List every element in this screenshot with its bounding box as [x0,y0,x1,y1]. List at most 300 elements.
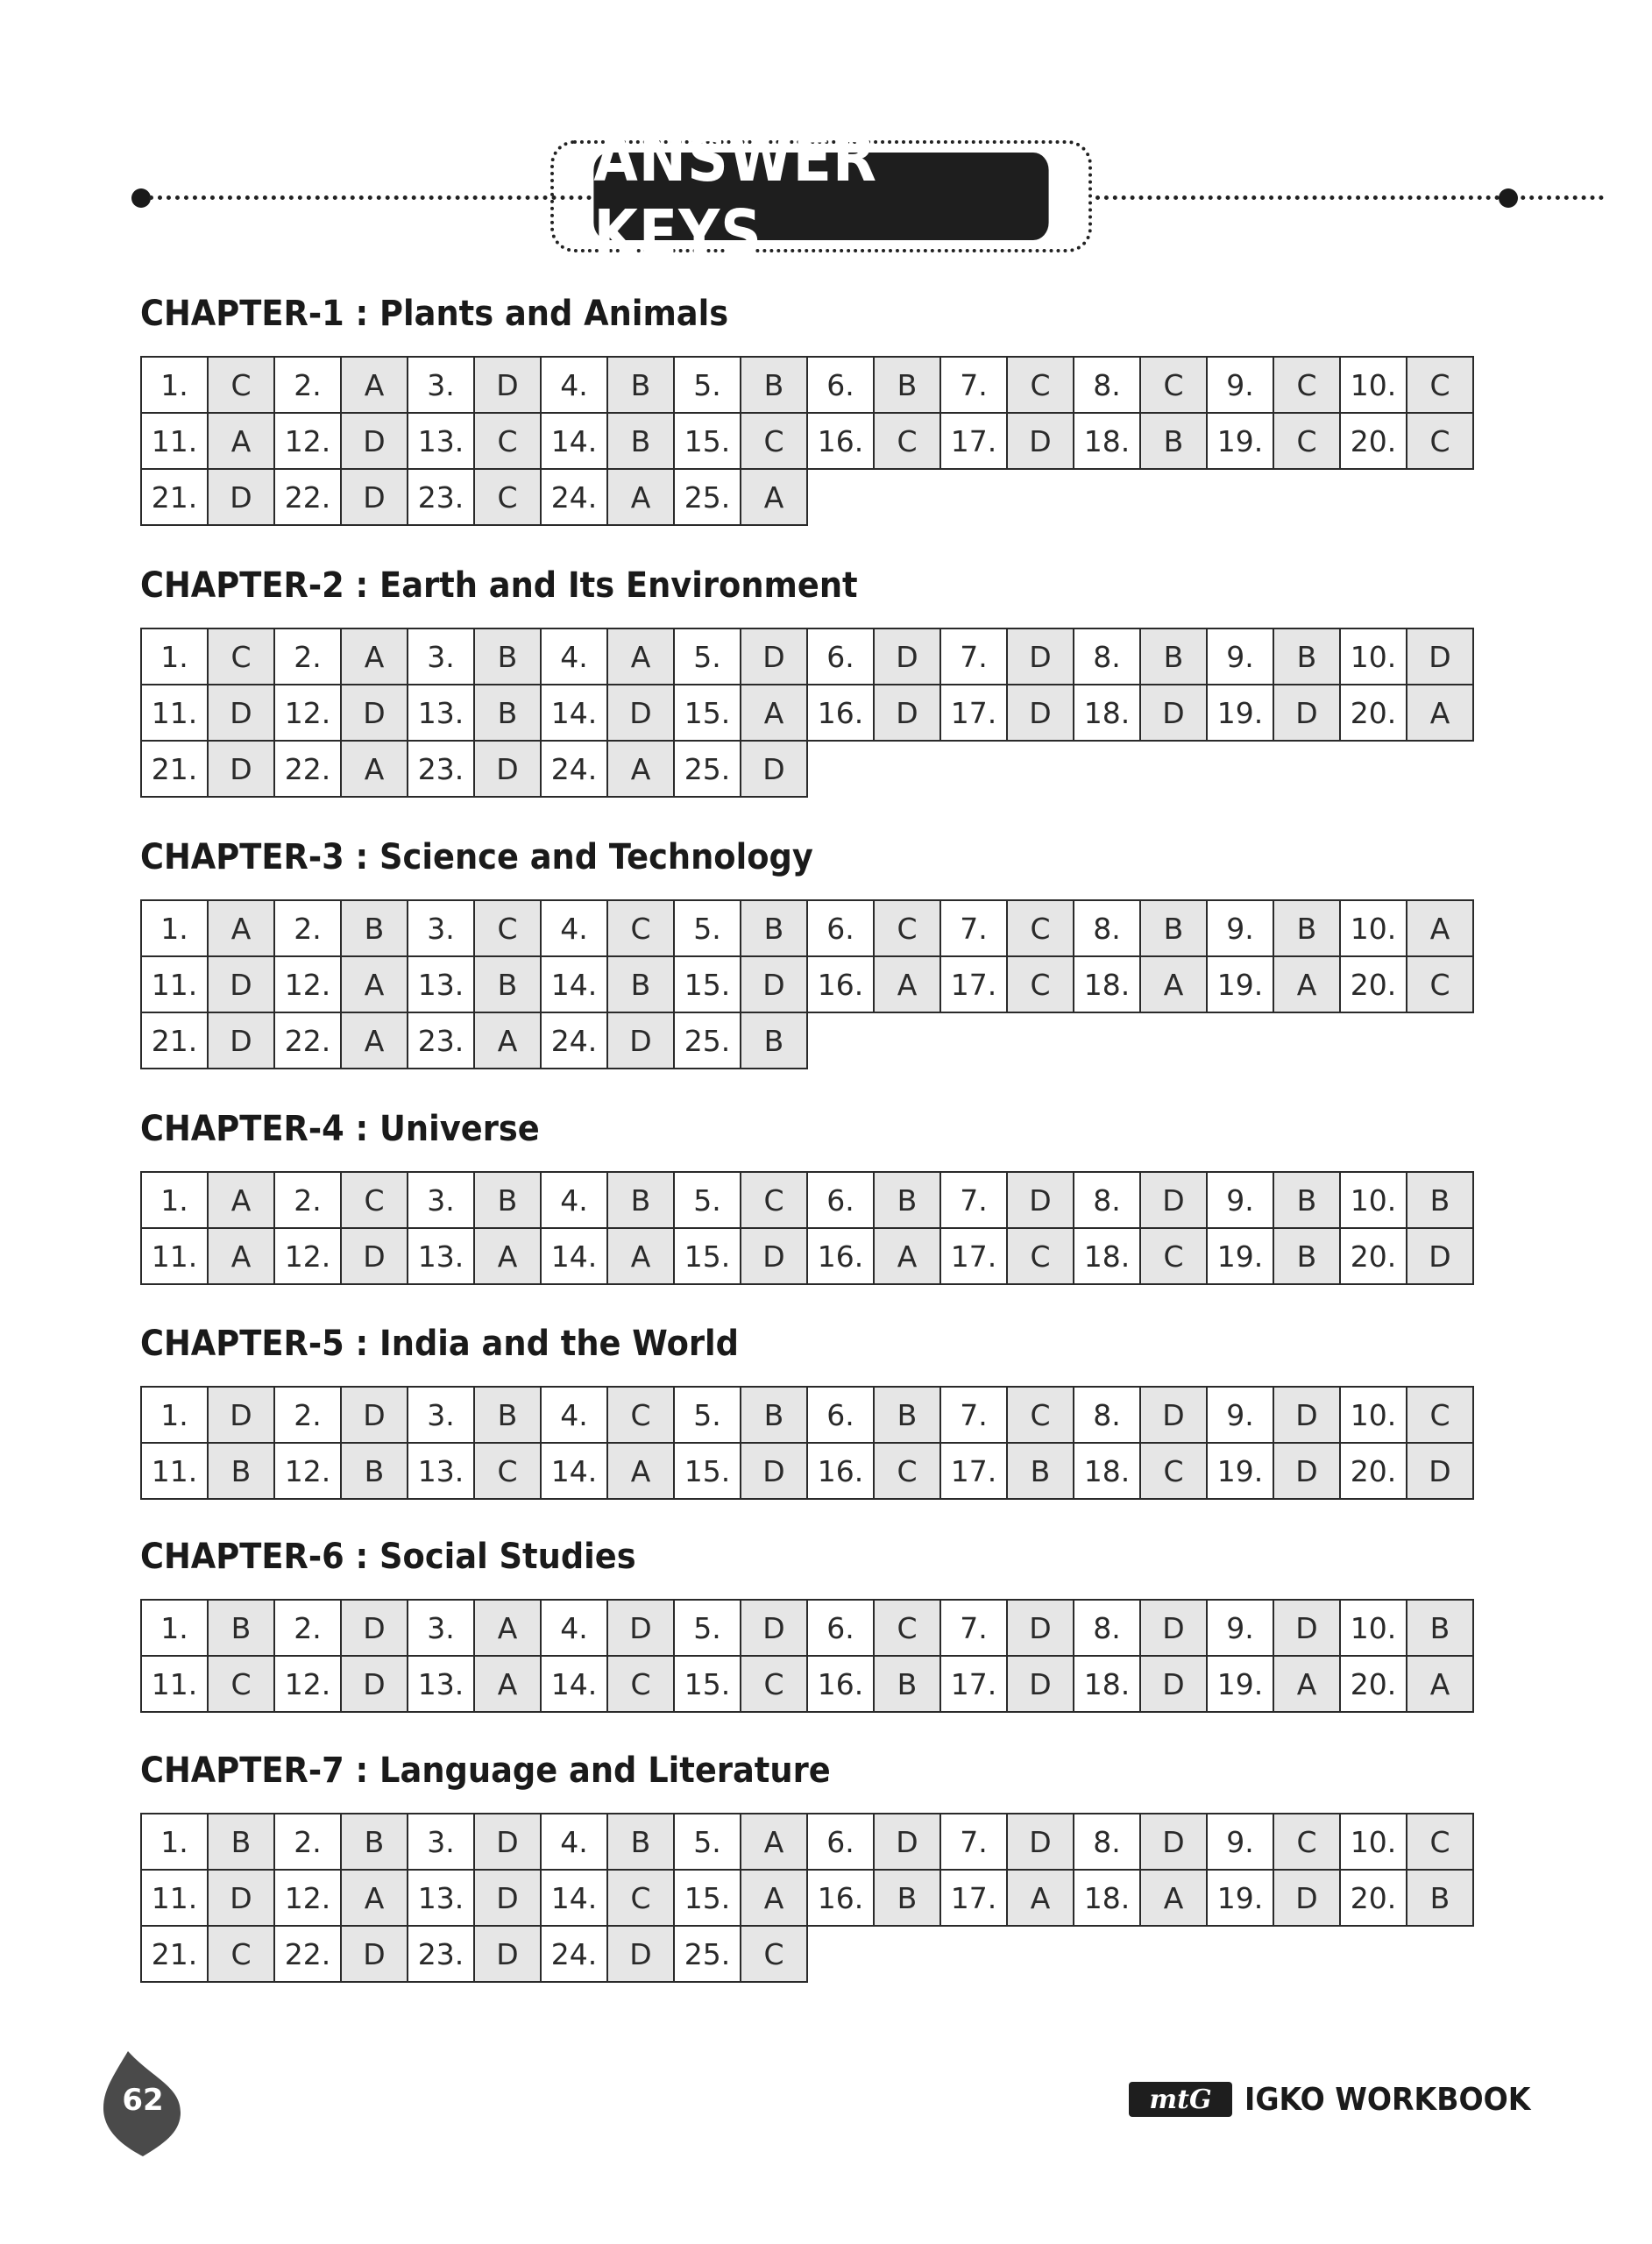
question-number: 20. [1340,1870,1407,1926]
empty-cell [807,469,874,525]
question-number: 12. [274,685,341,741]
answer-keys-header [131,121,1521,272]
question-number: 12. [274,413,341,469]
empty-cell [807,1926,874,1982]
answer-cell: A [341,357,408,413]
answer-cell: A [341,628,408,685]
question-number: 12. [274,1228,341,1284]
answer-cell: C [741,1926,807,1982]
answer-cell: B [607,1172,674,1228]
question-number: 18. [1074,1656,1140,1712]
chapter-title: CHAPTER-6 : Social Studies [140,1537,636,1577]
question-number: 9. [1207,900,1273,956]
answer-cell: D [341,469,408,525]
answer-cell: B [474,1172,541,1228]
answer-cell: D [1140,1387,1207,1443]
answer-cell: B [474,1387,541,1443]
chapter-title: CHAPTER-2 : Earth and Its Environment [140,565,858,606]
answer-cell: D [741,628,807,685]
empty-cell [874,1012,940,1069]
answer-table [140,356,1474,526]
answer-cell: B [1407,1172,1473,1228]
table-row [141,1926,1473,1982]
answer-cell: D [1007,1814,1074,1870]
answer-cell: A [208,413,274,469]
question-number: 1. [141,1387,208,1443]
question-number: 3. [408,628,474,685]
question-number: 10. [1340,1814,1407,1870]
table-row [141,469,1473,525]
answer-cell: A [607,1228,674,1284]
question-number: 23. [408,469,474,525]
header-right-dot [1499,188,1518,208]
answer-cell: D [1007,685,1074,741]
mtg-logo: mtG [1129,2082,1232,2117]
answer-cell: B [741,357,807,413]
question-number: 8. [1074,1387,1140,1443]
answer-cell: D [1407,628,1473,685]
answer-cell: C [474,469,541,525]
chapter-section [140,1104,1474,1285]
question-number: 15. [674,685,741,741]
empty-cell [1340,469,1407,525]
answer-cell: B [1273,1172,1340,1228]
question-number: 11. [141,1870,208,1926]
empty-cell [1407,1012,1473,1069]
chapter-title: CHAPTER-1 : Plants and Animals [140,294,729,334]
answer-cell: D [1273,685,1340,741]
answer-cell: B [874,1387,940,1443]
question-number: 19. [1207,1228,1273,1284]
question-number: 9. [1207,1814,1273,1870]
question-number: 2. [274,900,341,956]
answer-cell: D [741,1228,807,1284]
question-number: 7. [940,1814,1007,1870]
question-number: 7. [940,1172,1007,1228]
answer-cell: A [474,1600,541,1656]
empty-cell [1273,1012,1340,1069]
header-right-dotted-line [1095,195,1604,200]
question-number: 11. [141,956,208,1012]
answer-cell: A [1273,956,1340,1012]
answer-cell: D [208,685,274,741]
question-number: 6. [807,1600,874,1656]
answer-cell: B [474,628,541,685]
question-number: 1. [141,1814,208,1870]
answer-cell: D [1273,1600,1340,1656]
question-number: 2. [274,1814,341,1870]
answer-cell: D [341,413,408,469]
answer-cell: D [208,1012,274,1069]
answer-cell: C [474,413,541,469]
answer-cell: B [208,1443,274,1499]
page-number: 62 [122,2083,164,2118]
answer-cell: C [474,900,541,956]
answer-cell: D [741,1600,807,1656]
answer-cell: A [741,1870,807,1926]
table-row [141,1814,1473,1870]
answer-cell: C [1140,1228,1207,1284]
answer-cell: C [741,1172,807,1228]
question-number: 15. [674,1656,741,1712]
answer-cell: D [474,1926,541,1982]
answer-cell: C [474,1443,541,1499]
question-number: 17. [940,1656,1007,1712]
page-title: ANSWER KEYS [593,153,1048,240]
answer-cell: B [341,900,408,956]
question-number: 16. [807,413,874,469]
answer-cell: D [341,685,408,741]
question-number: 6. [807,1172,874,1228]
table-row [141,1387,1473,1443]
table-row [141,1870,1473,1926]
question-number: 24. [541,1012,607,1069]
question-number: 12. [274,1443,341,1499]
answer-cell: A [474,1656,541,1712]
question-number: 17. [940,956,1007,1012]
answer-cell: D [1007,413,1074,469]
answer-cell: C [1007,900,1074,956]
empty-cell [1207,1012,1273,1069]
answer-cell: B [607,357,674,413]
answer-cell: D [741,956,807,1012]
answer-cell: B [607,956,674,1012]
question-number: 16. [807,1228,874,1284]
question-number: 9. [1207,357,1273,413]
page-number-badge [103,2051,182,2156]
answer-table [140,1386,1474,1500]
answer-cell: C [208,1656,274,1712]
question-number: 9. [1207,1172,1273,1228]
question-number: 7. [940,628,1007,685]
question-number: 22. [274,741,341,797]
answer-cell: B [341,1814,408,1870]
answer-cell: C [208,357,274,413]
question-number: 3. [408,1172,474,1228]
answer-cell: B [1407,1600,1473,1656]
table-row [141,1443,1473,1499]
question-number: 5. [674,900,741,956]
table-row [141,956,1473,1012]
chapter-section [140,1319,1474,1500]
question-number: 15. [674,413,741,469]
question-number: 19. [1207,1870,1273,1926]
empty-cell [1007,741,1074,797]
question-number: 20. [1340,413,1407,469]
answer-cell: A [874,956,940,1012]
title-frame [550,121,1092,272]
answer-cell: D [208,1870,274,1926]
question-number: 8. [1074,1600,1140,1656]
question-number: 16. [807,956,874,1012]
question-number: 9. [1207,628,1273,685]
answer-cell: A [1007,1870,1074,1926]
question-number: 11. [141,1443,208,1499]
table-row [141,685,1473,741]
question-number: 21. [141,1012,208,1069]
answer-cell: C [607,1870,674,1926]
empty-cell [1340,1926,1407,1982]
answer-cell: B [1007,1443,1074,1499]
answer-cell: A [741,1814,807,1870]
question-number: 13. [408,956,474,1012]
table-row [141,1172,1473,1228]
answer-cell: D [1273,1387,1340,1443]
question-number: 3. [408,900,474,956]
answer-cell: B [741,900,807,956]
header-left-dot [131,188,151,208]
question-number: 6. [807,1814,874,1870]
question-number: 15. [674,956,741,1012]
answer-cell: C [1407,1814,1473,1870]
answer-cell: C [1007,956,1074,1012]
question-number: 4. [541,1387,607,1443]
answer-cell: C [607,1656,674,1712]
empty-cell [1207,469,1273,525]
answer-cell: D [1273,1870,1340,1926]
answer-cell: A [1140,1870,1207,1926]
question-number: 17. [940,413,1007,469]
answer-cell: A [341,1870,408,1926]
answer-cell: D [1140,1172,1207,1228]
answer-cell: C [341,1172,408,1228]
answer-table [140,899,1474,1069]
question-number: 1. [141,1600,208,1656]
chapter-section [140,833,1474,1069]
question-number: 20. [1340,956,1407,1012]
question-number: 13. [408,1228,474,1284]
table-row [141,1228,1473,1284]
question-number: 8. [1074,1814,1140,1870]
question-number: 7. [940,1600,1007,1656]
question-number: 13. [408,1656,474,1712]
answer-cell: D [1140,1814,1207,1870]
question-number: 7. [940,900,1007,956]
question-number: 7. [940,357,1007,413]
answer-cell: A [474,1012,541,1069]
empty-cell [1407,741,1473,797]
empty-cell [940,1012,1007,1069]
question-number: 5. [674,357,741,413]
question-number: 2. [274,628,341,685]
question-number: 3. [408,1387,474,1443]
question-number: 11. [141,1656,208,1712]
empty-cell [874,741,940,797]
empty-cell [1007,1012,1074,1069]
empty-cell [1074,741,1140,797]
question-number: 1. [141,357,208,413]
question-number: 16. [807,1870,874,1926]
empty-cell [940,741,1007,797]
answer-cell: B [1140,900,1207,956]
question-number: 22. [274,1926,341,1982]
question-number: 9. [1207,1387,1273,1443]
answer-cell: C [874,1443,940,1499]
empty-cell [940,469,1007,525]
answer-cell: C [1273,413,1340,469]
answer-cell: B [1140,628,1207,685]
answer-cell: B [874,1656,940,1712]
answer-cell: B [607,1814,674,1870]
answer-cell: A [741,469,807,525]
question-number: 18. [1074,413,1140,469]
answer-cell: B [208,1600,274,1656]
question-number: 18. [1074,1443,1140,1499]
question-number: 9. [1207,1600,1273,1656]
answer-cell: B [208,1814,274,1870]
answer-cell: D [1007,1656,1074,1712]
question-number: 2. [274,357,341,413]
answer-cell: C [874,900,940,956]
question-number: 20. [1340,1443,1407,1499]
question-number: 5. [674,1814,741,1870]
empty-cell [1140,469,1207,525]
question-number: 23. [408,1926,474,1982]
question-number: 16. [807,1443,874,1499]
question-number: 13. [408,1870,474,1926]
table-row [141,1600,1473,1656]
answer-cell: D [874,1814,940,1870]
answer-cell: C [874,1600,940,1656]
empty-cell [874,1926,940,1982]
answer-cell: D [1407,1228,1473,1284]
chapter-title: CHAPTER-4 : Universe [140,1109,540,1149]
question-number: 18. [1074,685,1140,741]
question-number: 23. [408,1012,474,1069]
answer-cell: A [607,628,674,685]
question-number: 3. [408,1814,474,1870]
question-number: 13. [408,413,474,469]
empty-cell [1074,1012,1140,1069]
answer-cell: C [607,900,674,956]
answer-cell: D [607,685,674,741]
question-number: 1. [141,1172,208,1228]
answer-cell: B [874,1172,940,1228]
table-row [141,628,1473,685]
question-number: 24. [541,1926,607,1982]
answer-cell: A [1140,956,1207,1012]
answer-table [140,628,1474,798]
question-number: 21. [141,1926,208,1982]
question-number: 4. [541,900,607,956]
question-number: 21. [141,741,208,797]
question-number: 4. [541,1814,607,1870]
table-row [141,413,1473,469]
publisher-brand [1129,2077,1556,2121]
answer-cell: B [474,685,541,741]
answer-cell: A [1407,900,1473,956]
question-number: 20. [1340,1656,1407,1712]
table-row [141,741,1473,797]
answer-cell: D [341,1387,408,1443]
answer-cell: C [1007,1387,1074,1443]
question-number: 6. [807,628,874,685]
answer-cell: C [1007,357,1074,413]
question-number: 14. [541,1228,607,1284]
empty-cell [1207,741,1273,797]
question-number: 8. [1074,357,1140,413]
question-number: 14. [541,1870,607,1926]
question-number: 19. [1207,413,1273,469]
answer-cell: C [874,413,940,469]
answer-cell: A [341,956,408,1012]
question-number: 5. [674,1172,741,1228]
question-number: 17. [940,1443,1007,1499]
answer-cell: C [1140,1443,1207,1499]
answer-cell: D [474,357,541,413]
chapter-section [140,1532,1474,1713]
chapter-title: CHAPTER-7 : Language and Literature [140,1750,831,1791]
empty-cell [1407,469,1473,525]
question-number: 4. [541,357,607,413]
empty-cell [1207,1926,1273,1982]
answer-cell: C [1407,357,1473,413]
answer-cell: A [1407,1656,1473,1712]
answer-cell: B [1407,1870,1473,1926]
question-number: 10. [1340,1600,1407,1656]
answer-cell: D [1007,1600,1074,1656]
answer-cell: D [208,469,274,525]
empty-cell [940,1926,1007,1982]
question-number: 16. [807,1656,874,1712]
answer-cell: D [1140,1656,1207,1712]
question-number: 25. [674,469,741,525]
question-number: 25. [674,1012,741,1069]
question-number: 11. [141,413,208,469]
question-number: 3. [408,357,474,413]
question-number: 5. [674,628,741,685]
answer-cell: A [208,1172,274,1228]
answer-cell: D [208,1387,274,1443]
question-number: 19. [1207,685,1273,741]
empty-cell [1340,741,1407,797]
chapter-title: CHAPTER-3 : Science and Technology [140,837,813,877]
question-number: 2. [274,1172,341,1228]
answer-cell: B [1273,1228,1340,1284]
answer-cell: D [607,1600,674,1656]
answer-cell: A [607,741,674,797]
question-number: 10. [1340,1172,1407,1228]
empty-cell [1140,741,1207,797]
answer-cell: D [1407,1443,1473,1499]
question-number: 18. [1074,956,1140,1012]
question-number: 15. [674,1228,741,1284]
answer-cell: D [341,1656,408,1712]
answer-cell: D [341,1926,408,1982]
question-number: 22. [274,469,341,525]
empty-cell [874,469,940,525]
question-number: 19. [1207,1443,1273,1499]
question-number: 10. [1340,1387,1407,1443]
answer-cell: D [1007,628,1074,685]
answer-cell: A [474,1228,541,1284]
question-number: 25. [674,1926,741,1982]
answer-cell: B [874,1870,940,1926]
answer-cell: D [874,685,940,741]
question-number: 14. [541,1656,607,1712]
question-number: 6. [807,900,874,956]
question-number: 7. [940,1387,1007,1443]
answer-cell: A [1273,1656,1340,1712]
question-number: 10. [1340,357,1407,413]
question-number: 14. [541,1443,607,1499]
question-number: 4. [541,1172,607,1228]
chapter-section [140,289,1474,526]
question-number: 19. [1207,956,1273,1012]
answer-cell: B [1273,900,1340,956]
empty-cell [1140,1926,1207,1982]
table-row [141,357,1473,413]
